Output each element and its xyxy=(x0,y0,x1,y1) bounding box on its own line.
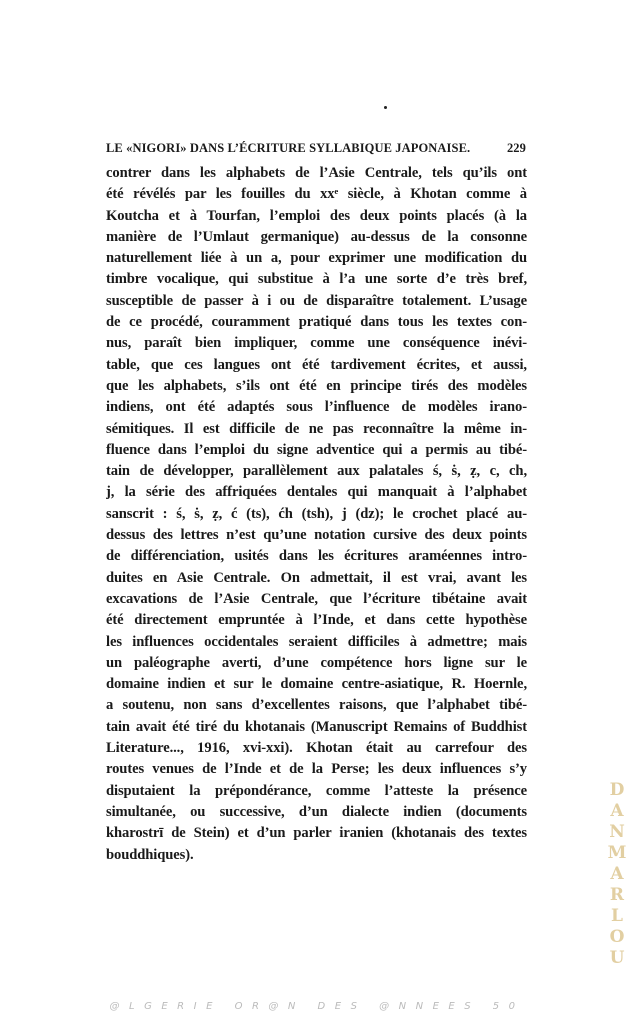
text-line: timbre vocalique, qui substitue à l’a une sorte d’e très bref, xyxy=(106,271,527,288)
text-line: simultanée, ou successive, d’un dialecte indien (documents xyxy=(106,803,527,820)
text-line: dessus des lettres n’est qu’une notation cursive des deux points xyxy=(106,527,527,544)
text-line: kharostrī de Stein) et d’un parler iranien (khotanais des textes xyxy=(106,825,527,842)
text-line: j, la série des affriquées dentales qui manquait à l’alphabet xyxy=(106,484,527,501)
text-line: été directement empruntée à l’Inde, et dans cette hypothèse xyxy=(106,612,527,629)
text-line: un paléographe averti, d’une compétence hors ligne sur le xyxy=(106,654,527,671)
text-line: tain de développer, parallèlement aux palatales ś, ṡ, ẓ, c, ch, xyxy=(106,463,527,480)
text-line: excavations de l’Asie Centrale, que l’écriture tibétaine avait xyxy=(106,590,527,607)
text-line: susceptible de passer à i ou de disparaître totalement. L’usage xyxy=(106,292,527,309)
text-line: contrer dans les alphabets de l’Asie Centrale, tels qu’ils ont xyxy=(106,165,527,181)
running-header xyxy=(106,141,526,156)
text-line: été révélés par les fouilles du xxᵉ siècle, à Khotan comme à xyxy=(106,186,527,203)
watermark: DANMARLOU xyxy=(607,780,627,969)
text-line: nus, paraît bien impliquer, comme une conséquence inévi- xyxy=(106,335,527,352)
text-line: tain avait été tiré du khotanais (Manuscript Remains of Buddhist xyxy=(106,718,527,735)
text-line: domaine indien et sur le domaine centre-asiatique, R. Hoernle, xyxy=(106,676,527,693)
text-line: naturellement liée à un a, pour exprimer une modification du xyxy=(106,250,527,267)
text-line: manière de l’Umlaut germanique) au-dessus de la consonne xyxy=(106,228,527,245)
printer-dot xyxy=(384,106,387,109)
text-line: disputaient la prépondérance, comme l’atteste la présence xyxy=(106,782,527,799)
text-line: sémitiques. Il est difficile de ne pas reconnaître la même in- xyxy=(106,420,527,437)
text-line: de différenciation, usités dans les écritures araméennes intro- xyxy=(106,548,527,565)
footer-credit: @LGERIE OR@N DES @NNEES 50 xyxy=(109,1001,525,1012)
text-line: fluence dans l’emploi du signe adventice qui a permis au tibé- xyxy=(106,441,527,458)
text-line: a soutenu, non sans d’excellentes raisons, que l’alphabet tibé- xyxy=(106,697,527,714)
text-line: les influences occidentales seraient difficiles à admettre; mais xyxy=(106,633,527,650)
text-line: que les alphabets, s’ils ont été en principe tirés des modèles xyxy=(106,377,527,394)
text-line: indiens, ont été adaptés sous l’influence de modèles irano- xyxy=(106,399,527,416)
running-title: LE «NIGORI» DANS L’ÉCRITURE SYLLABIQUE JAPONAISE. xyxy=(106,141,471,155)
text-line: Literature..., 1916, xvi-xxi). Khotan était au carrefour des xyxy=(106,740,527,757)
text-line: Koutcha et à Tourfan, l’emploi des deux points placés (à la xyxy=(106,207,527,224)
text-line: duites en Asie Centrale. On admettait, il est vrai, avant les xyxy=(106,569,527,586)
text-line: table, que ces langues ont été tardivement écrites, et aussi, xyxy=(106,356,527,373)
text-line: sanscrit : ś, ṡ, ẓ, ć (ts), ćh (tsh), j (dz); le crochet placé au- xyxy=(106,505,527,522)
text-line: routes venues de l’Inde et de la Perse; les deux influences s’y xyxy=(106,761,527,778)
text-line: de ce procédé, couramment pratiqué dans tous les textes con- xyxy=(106,314,527,331)
body-text xyxy=(106,163,527,866)
text-line: bouddhiques). xyxy=(106,846,194,863)
page-number: 229 xyxy=(506,141,526,155)
